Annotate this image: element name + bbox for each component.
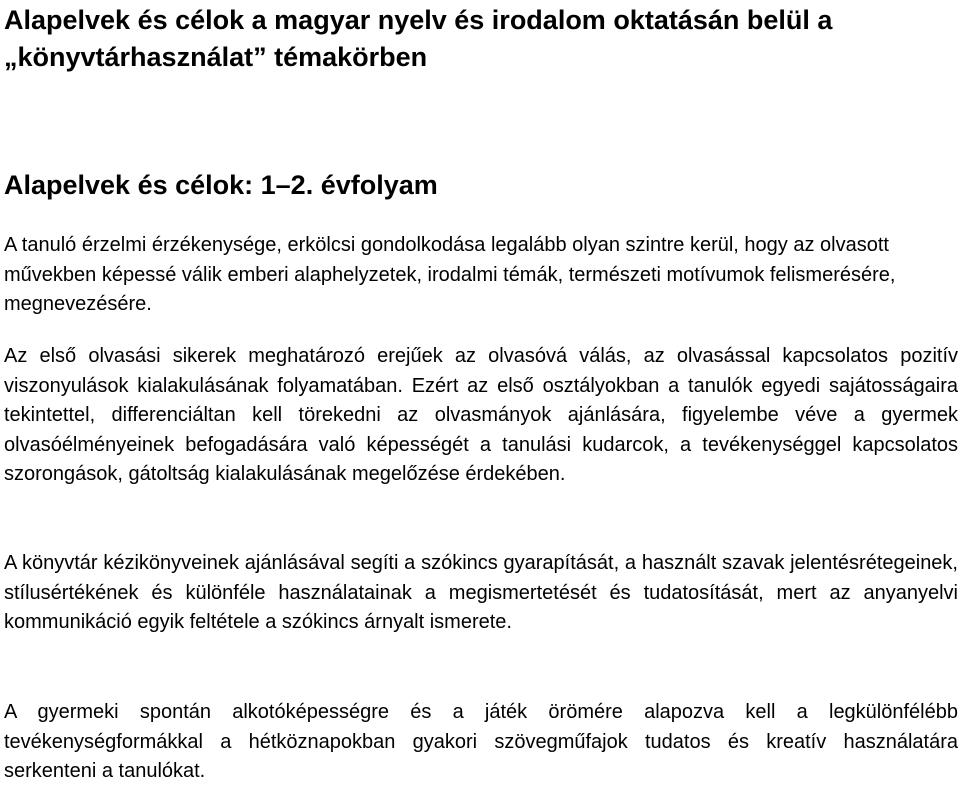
paragraph-2: Az első olvasási sikerek meghatározó erejűek az olvasóvá válás, az olvasással kapcsolatos pozitív viszonyulások kialakulásának folyamatában. Ezért az első osztályokban a tanulók egyedi sajátosságaira tekintettel, differenciáltan kell törekedni az olvasmányok ajánlására, figyelembe véve a gyermek olvasóélményeinek befogadására való képességét a tanulási kudarcok, a tevékenységgel kapcsolatos szorongások, gátoltság kialakulásának megelőzése érdekében. (4, 345, 958, 485)
paragraph-3: A könyvtár kézikönyveinek ajánlásával segíti a szókincs gyarapítását, a használt szavak jelentésrétegeinek, stílusértékének és különféle használatainak a megismertetését és tudatosítását, mert az anyanyelvi kommunikáció egyik feltétele a szókincs árnyalt ismerete. (4, 552, 958, 633)
paragraph-1: A tanuló érzelmi érzékenysége, erkölcsi gondolkodása legalább olyan szintre kerül, hogy az olvasott művekben képessé válik emberi alaphelyzetek, irodalmi témák, természeti motívumok felismerésére, megnevezésére. (4, 234, 896, 315)
document-page (4, 0, 958, 782)
section-heading: Alapelvek és célok: 1–2. évfolyam (4, 170, 438, 200)
paragraph-4: A gyermeki spontán alkotóképességre és a játék örömére alapozva kell a legkülönfélébb tevékenységformákkal a hétköznapokban gyakori szövegműfajok tudatos és kreatív használatára serkenteni a tanulókat. (4, 701, 958, 782)
document-title: Alapelvek és célok a magyar nyelv és irodalom oktatásán belül a „könyvtárhasználat” témakörben (4, 5, 833, 72)
